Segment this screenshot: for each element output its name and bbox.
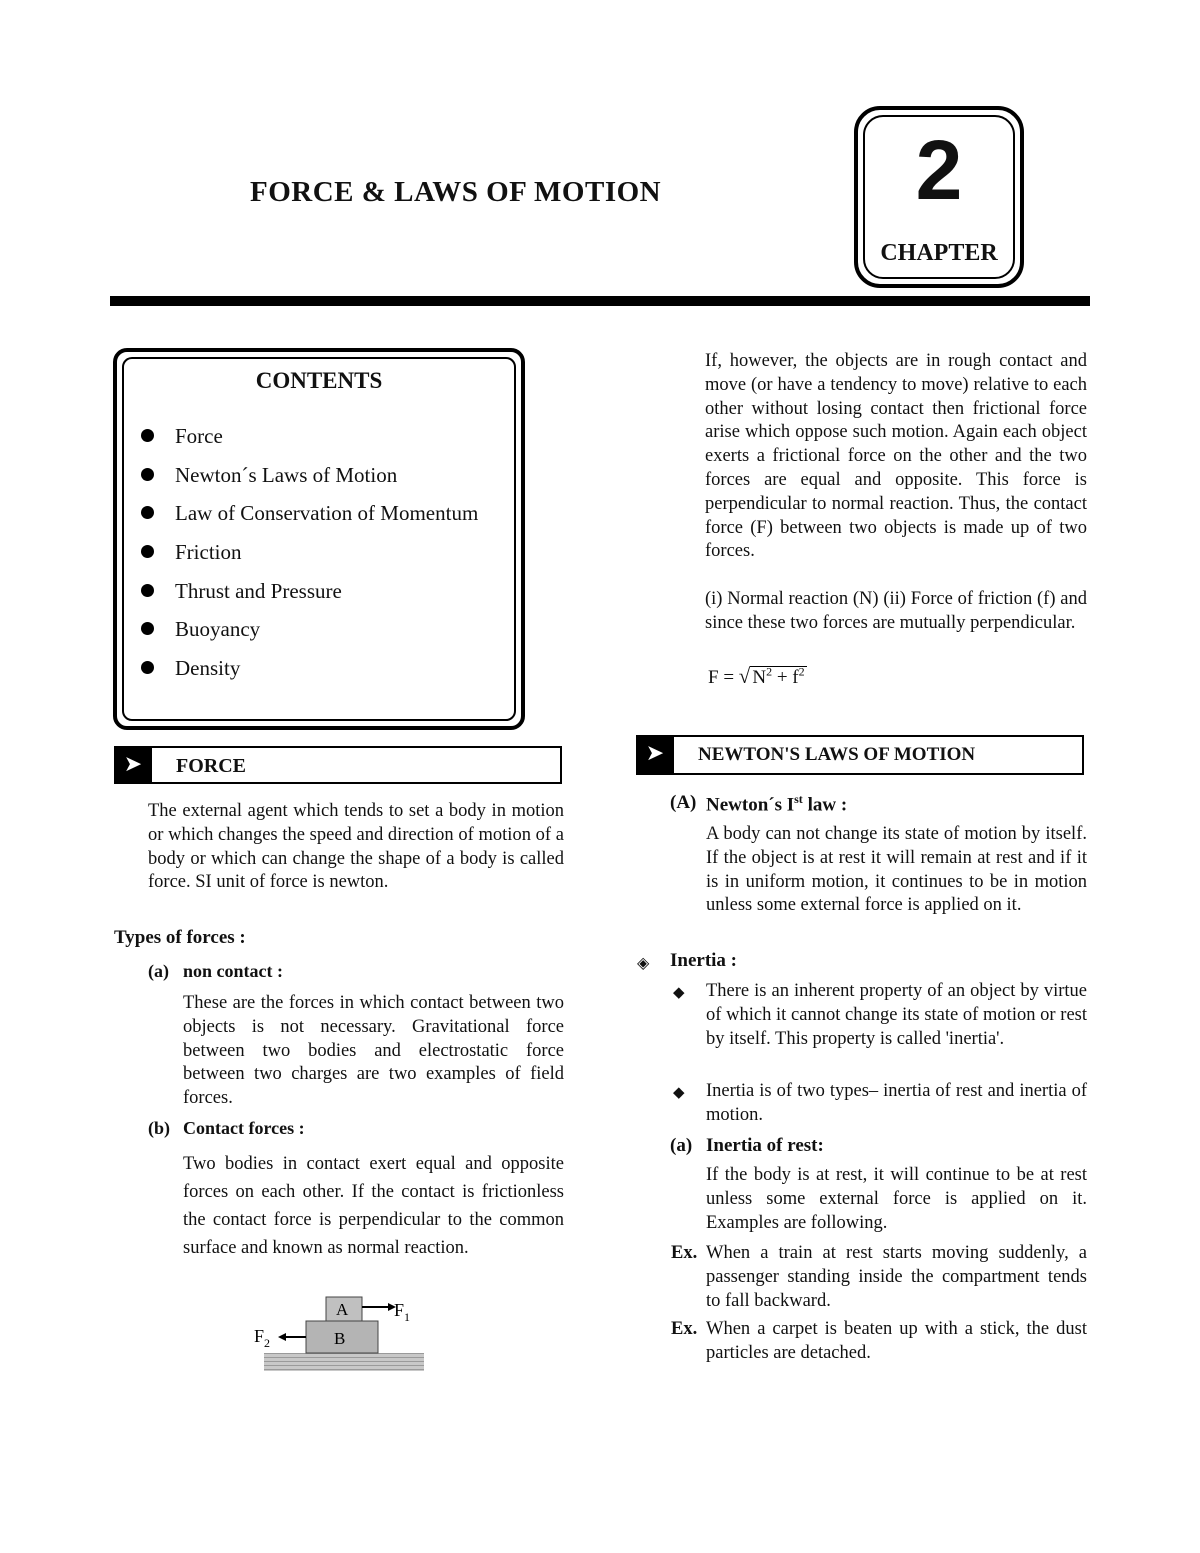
section-title: NEWTON'S LAWS OF MOTION (698, 744, 976, 765)
contents-item: Force (117, 424, 478, 463)
contents-item: Buoyancy (117, 617, 478, 656)
contents-item: Law of Conservation of Momentum (117, 501, 478, 540)
example-label: Ex. (671, 1319, 698, 1339)
non-contact-text: These are the forces in which contact between two objects is not necessary. Gravitational force between two bodies and electrostatic force between two charges are two examples of field forces. (183, 993, 564, 1109)
diamond-icon: ◆ (673, 1083, 685, 1101)
arrow-head-icon (278, 1333, 286, 1341)
subsection-title: non contact : (183, 961, 283, 981)
list-marker: (b) (148, 1118, 170, 1138)
contents-title: CONTENTS (255, 368, 383, 393)
force-f2-label: $F_2$ (254, 1326, 271, 1350)
contents-box (113, 348, 525, 730)
sqrt-icon: √ (738, 664, 751, 688)
block-a-label: A (336, 1300, 349, 1319)
bullet-icon (141, 468, 154, 481)
example-text: When a train at rest starts moving suddenly, a passenger standing inside the compartment tends to fall backward. (706, 1243, 1087, 1311)
diamond-outline-icon: ◈ (637, 953, 650, 972)
friction-text-2: (i) Normal reaction (N) (ii) Force of friction (f) and since these two forces are mutually perpendicular. (705, 589, 1087, 633)
list-marker: (a) (148, 961, 169, 981)
bullet-icon (141, 622, 154, 635)
block-b-label: B (334, 1329, 346, 1348)
bullet-icon (141, 429, 154, 442)
subsection-title: Contact forces : (183, 1118, 305, 1138)
blocks-figure (250, 1293, 430, 1375)
example-text: When a carpet is beaten up with a stick, the dust particles are detached. (706, 1319, 1087, 1363)
subsection-title: Inertia of rest: (706, 1135, 824, 1156)
chapter-title: FORCE & LAWS OF MOTION (250, 176, 662, 208)
contents-item: Newton´s Laws of Motion (117, 463, 478, 502)
example-label: Ex. (671, 1243, 698, 1263)
contents-item: Thrust and Pressure (117, 579, 478, 618)
newton-section-header (636, 735, 1084, 775)
inertia-heading: Inertia : (670, 950, 738, 971)
first-law-text: A body can not change its state of motion by itself. If the object is at rest it will remain at rest and if it is in uniform motion, it continues to be in motion unless some external force is applied on it. (706, 824, 1087, 916)
chapter-number: 2 (915, 123, 963, 217)
diamond-icon: ◆ (673, 983, 685, 1001)
friction-text: If, however, the objects are in rough contact and move (or have a tendency to move) relative to each other without losing contact then frictional force arise which oppose such motion. Again each object exerts a frictional force on the other and the two forces are equal and opposite. This force is perpendicular to normal reaction. Thus, the contact force (F) between two objects is made up of two forces. (705, 351, 1087, 562)
list-marker: (A) (670, 792, 697, 813)
list-marker: (a) (670, 1135, 693, 1156)
arrow-right-icon: ➤ (114, 746, 152, 784)
force-section-header (114, 746, 562, 784)
contents-list (117, 424, 478, 695)
rest-text: If the body is at rest, it will continue to be at rest unless some external force is applied on it. Examples are following. (706, 1165, 1087, 1233)
section-title: FORCE (176, 755, 246, 777)
bullet-icon (141, 584, 154, 597)
header-rule (110, 296, 1090, 306)
chapter-badge (854, 106, 1024, 288)
chapter-label: CHAPTER (880, 240, 998, 266)
force-intro: The external agent which tends to set a body in motion or which changes the speed and direction of motion of a body or which can change the shape of a body is called force. SI unit of force is newton. (148, 801, 564, 893)
bullet-icon (141, 545, 154, 558)
force-f1-label: $F_1$ (394, 1300, 411, 1324)
formula: F = √ $N^2 + f^2$ (708, 664, 805, 688)
bullet-icon (141, 661, 154, 674)
bullet-icon (141, 506, 154, 519)
contents-item: Density (117, 656, 478, 695)
subsection-title: Newton´s Ist law : (706, 792, 848, 816)
contents-item: Friction (117, 540, 478, 579)
contact-text: Two bodies in contact exert equal and opposite forces on each other. If the contact is frictionless the contact force is perpendicular to the common surface and known as normal reaction. (183, 1154, 564, 1258)
inertia-bullet: There is an inherent property of an object by virtue of which it cannot change its state of motion or rest by itself. This property is called 'inertia'. (706, 981, 1087, 1049)
arrow-right-icon: ➤ (636, 735, 674, 773)
ground-surface (264, 1353, 424, 1371)
types-heading: Types of forces : (114, 927, 246, 948)
inertia-bullet: Inertia is of two types– inertia of rest and inertia of motion. (706, 1081, 1087, 1125)
